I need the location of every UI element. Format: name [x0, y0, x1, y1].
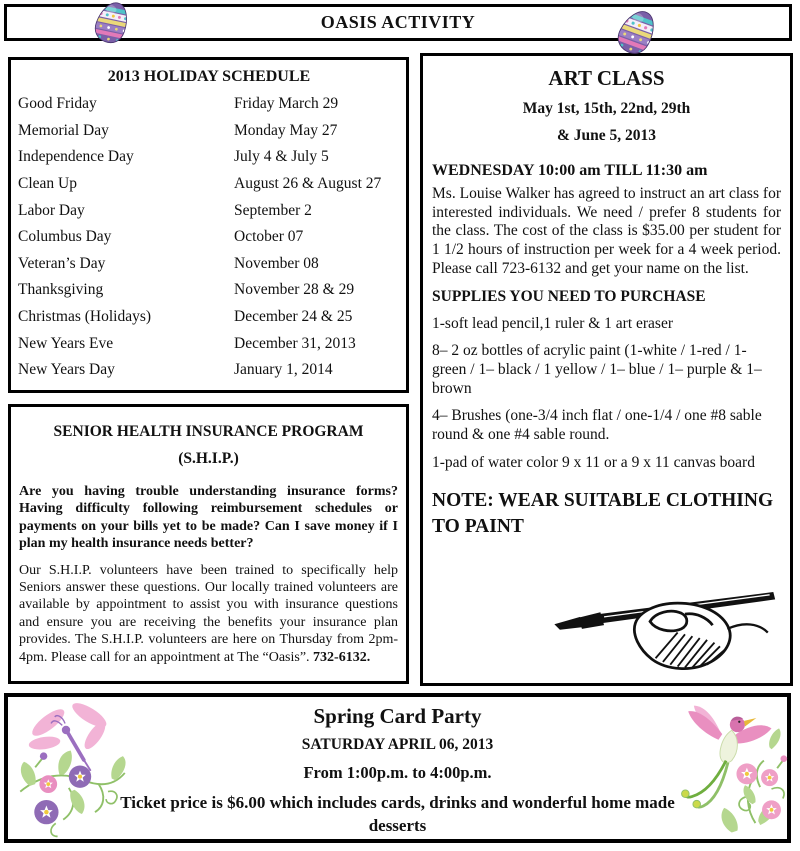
- table-row: [16, 144, 402, 171]
- card-party-title: Spring Card Party: [313, 704, 482, 728]
- holiday-name: Columbus Day: [18, 228, 112, 246]
- holiday-date: October 07: [234, 228, 304, 246]
- holiday-name: New Years Day: [18, 361, 115, 379]
- holiday-name: Clean Up: [18, 175, 77, 193]
- holiday-name: Memorial Day: [18, 121, 109, 139]
- table-row: [16, 277, 402, 304]
- holiday-date: July 4 & July 5: [234, 148, 329, 166]
- supply-item: 8– 2 oz bottles of acrylic paint (1-white / 1-red / 1-green / 1– black / 1 yellow / 1– blue / 1– purple & 1– brown: [432, 342, 762, 397]
- supply-item: 1-pad of water color 9 x 11 or a 9 x 11 canvas board: [432, 453, 755, 471]
- table-row: [16, 197, 402, 224]
- art-class-title: ART CLASS: [548, 66, 665, 90]
- table-row: [16, 330, 402, 357]
- table-row: [16, 171, 402, 198]
- holiday-name: Veteran’s Day: [18, 254, 106, 272]
- art-class-dates: & June 5, 2013: [556, 127, 657, 144]
- holiday-name: Christmas (Holidays): [18, 308, 152, 326]
- holiday-name: Labor Day: [18, 201, 85, 219]
- table-row: [16, 357, 402, 384]
- ship-phone: 732-6132.: [313, 649, 371, 665]
- holiday-name: Independence Day: [18, 148, 134, 166]
- ship-body-paragraph: [19, 562, 398, 666]
- supplies-title: SUPPLIES YOU NEED TO PURCHASE: [432, 287, 706, 305]
- holiday-date: Monday May 27: [234, 121, 338, 139]
- table-row: [16, 91, 402, 118]
- dragonfly-flowers-icon: [12, 702, 134, 842]
- ship-subtitle: (S.H.I.P.): [178, 450, 239, 467]
- art-class-note: NOTE: WEAR SUITABLE CLOTHING TO PAINT: [432, 490, 774, 538]
- card-party-time: From 1:00p.m. to 4:00p.m.: [303, 763, 492, 782]
- holiday-name: New Years Eve: [18, 334, 114, 352]
- art-class-dates: May 1st, 15th, 22nd, 29th: [522, 100, 691, 117]
- table-row: [16, 304, 402, 331]
- ship-title: SENIOR HEALTH INSURANCE PROGRAM: [53, 423, 364, 440]
- holiday-schedule-section: [8, 57, 409, 393]
- hummingbird-flowers-icon: [664, 700, 790, 842]
- art-class-description: Ms. Louise Walker has agreed to instruct an art class for interested individuals. We need / prefer 8 students for the class. The cost of the class is $35.00 per student for 1 1/2 hours of instruction per week for a 4 week period. Please call 723-6132 and get your name on the list.: [432, 185, 781, 277]
- holiday-name: Thanksgiving: [18, 281, 104, 299]
- supply-item: 4– Brushes (one-3/4 inch flat / one-1/4 / one #8 sable round & one #4 sable round.: [432, 407, 762, 444]
- hand-with-paintbrush-icon: [538, 581, 786, 673]
- table-row: [16, 118, 402, 145]
- holiday-date: Friday March 29: [234, 95, 339, 113]
- holiday-schedule-title: 2013 HOLIDAY SCHEDULE: [107, 68, 311, 85]
- holiday-date: November 28 & 29: [234, 281, 355, 299]
- ship-intro-paragraph: Are you having trouble understanding insurance forms? Having difficulty following reimbursement schedules or payments on your bills yet to be made? Can I save money if I plan my health insurance needs better?: [19, 484, 398, 552]
- holiday-date: November 08: [234, 254, 319, 272]
- holiday-date: January 1, 2014: [234, 361, 333, 379]
- holiday-date: September 2: [234, 201, 312, 219]
- supply-item: 1-soft lead pencil,1 ruler & 1 art eraser: [432, 314, 674, 332]
- holiday-date: August 26 & August 27: [234, 175, 382, 193]
- card-party-date: SATURDAY APRIL 06, 2013: [301, 736, 494, 753]
- holiday-name: Good Friday: [18, 95, 97, 113]
- art-class-section: [420, 53, 793, 686]
- table-row: [16, 224, 402, 251]
- table-row: [16, 251, 402, 278]
- card-party-ticket-info: Ticket price is $6.00 which includes cards, drinks and wonderful home made desserts: [120, 793, 675, 835]
- ship-body-text: Our S.H.I.P. volunteers have been trained to specifically help Seniors answer these questions. Our locally trained volunteers are available by appointment to assist you with insurance questions and ensure you are receiving the benefits your insurance plan provides. The S.H.I.P. volunteers are here on Thursday from 2pm-4pm. Please call for an appointment at The “Oasis”.: [19, 562, 398, 665]
- page-title: OASIS ACTIVITY: [320, 12, 476, 32]
- art-class-schedule: WEDNESDAY 10:00 am TILL 11:30 am: [432, 162, 708, 179]
- holiday-date: December 24 & 25: [234, 308, 353, 326]
- ship-section: [8, 404, 409, 684]
- holiday-date: December 31, 2013: [234, 334, 356, 352]
- holiday-schedule-table: [16, 91, 402, 384]
